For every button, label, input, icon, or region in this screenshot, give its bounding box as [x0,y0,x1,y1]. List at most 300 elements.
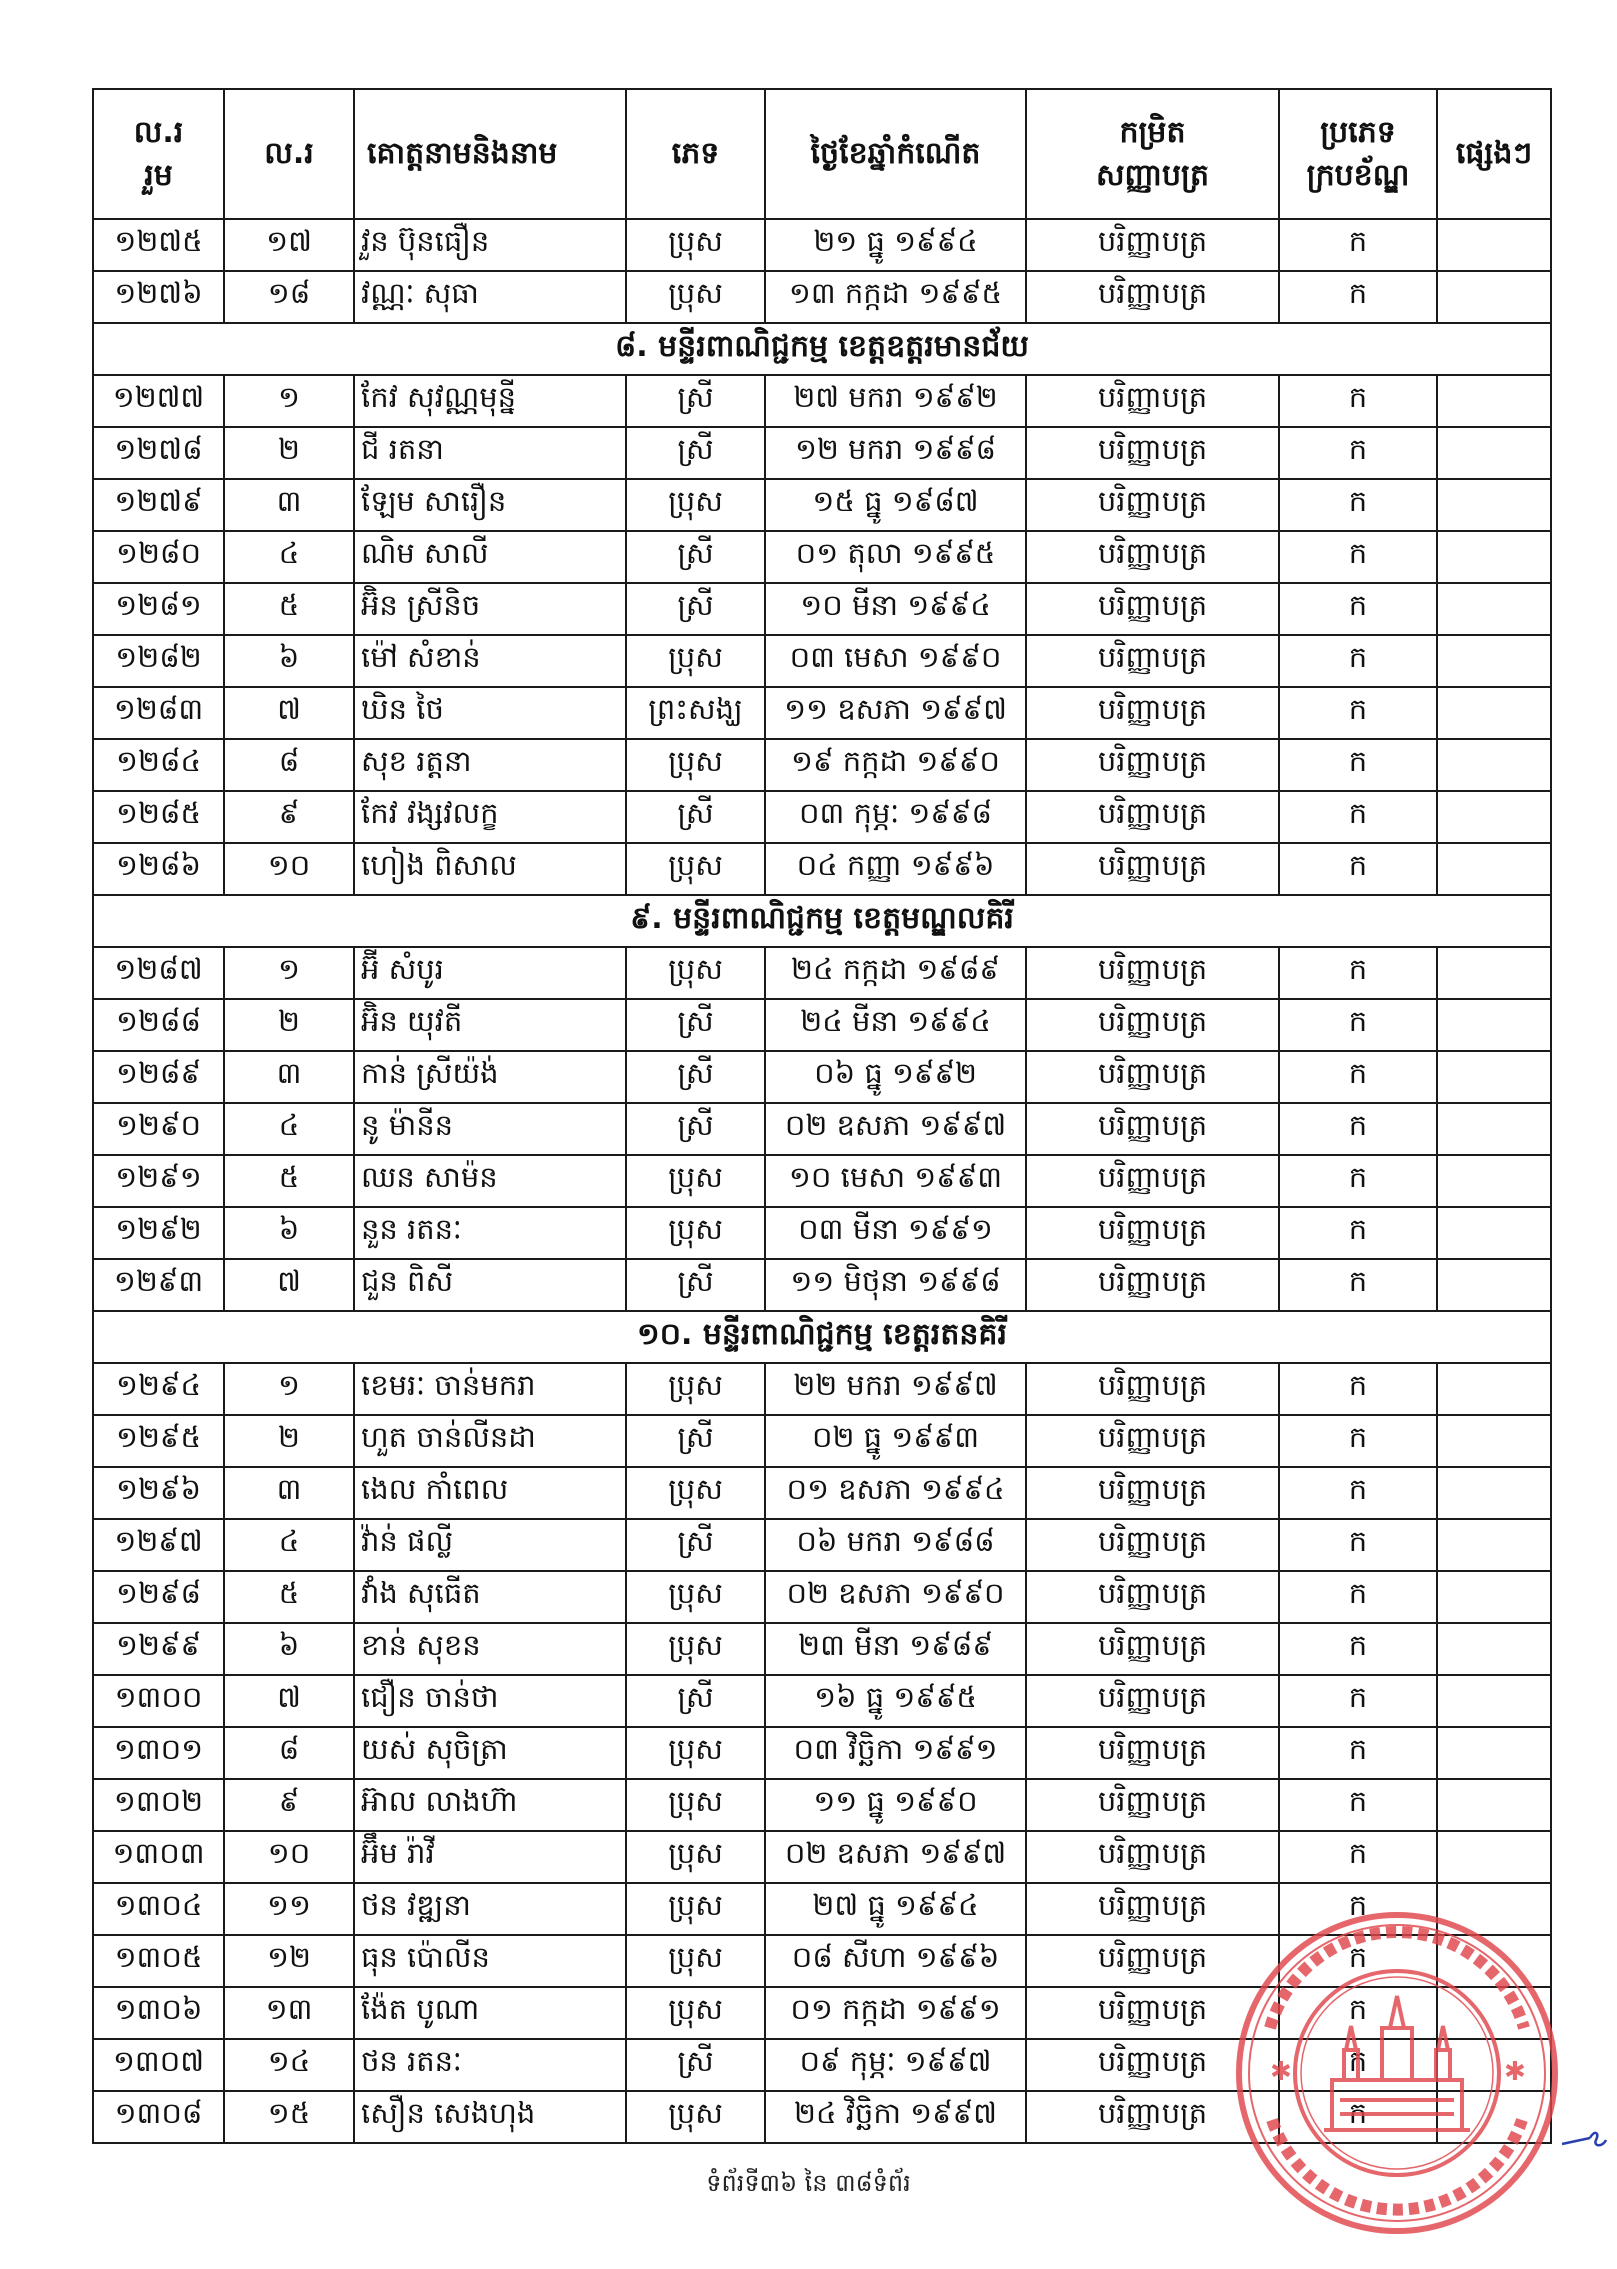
cell-sex: ប្រុស [626,219,765,271]
cell-sex: ប្រុស [626,1987,765,2039]
table-row [93,1155,1551,1207]
cell-sex: ស្រី [626,1051,765,1103]
cell-other [1437,1207,1551,1259]
cell-other [1437,1675,1551,1727]
cell-category: ក [1279,947,1437,999]
cell-name: ម៉ៅ សំខាន់ [354,635,626,687]
cell-name: ថន វឌ្ឍនា [354,1883,626,1935]
cell-row-no: ៣ [224,1467,354,1519]
cell-sex: ប្រុស [626,1623,765,1675]
cell-dob: ០១ កក្កដា ១៩៩១ [765,1987,1026,2039]
cell-row-no: ៤ [224,1103,354,1155]
cell-row-no: ៩ [224,791,354,843]
cell-sex: ប្រុស [626,479,765,531]
cell-sex: ប្រុស [626,635,765,687]
cell-category: ក [1279,1623,1437,1675]
cell-dob: ២៧ មករា ១៩៩២ [765,375,1026,427]
cell-row-no: ៨ [224,739,354,791]
table-body [93,219,1551,2143]
table-row [93,2091,1551,2143]
table-row [93,1675,1551,1727]
cell-row-no: ១០ [224,1831,354,1883]
cell-qualification: បរិញ្ញាបត្រ [1026,947,1279,999]
cell-category: ក [1279,2091,1437,2143]
cell-qualification: បរិញ្ញាបត្រ [1026,739,1279,791]
cell-qualification: បរិញ្ញាបត្រ [1026,1103,1279,1155]
cell-row-no: ៥ [224,1155,354,1207]
cell-name: វួន ប៊ុនធឿន [354,219,626,271]
cell-row-total: ១៣០០ [93,1675,224,1727]
cell-name: ខេមរៈ ចាន់មករា [354,1363,626,1415]
cell-dob: ០២ ឧសភា ១៩៩៧ [765,1103,1026,1155]
cell-row-total: ១២៩៣ [93,1259,224,1311]
cell-row-no: ៥ [224,583,354,635]
cell-dob: ២៤ កក្កដា ១៩៨៩ [765,947,1026,999]
cell-category: ក [1279,1779,1437,1831]
cell-row-total: ១៣០៣ [93,1831,224,1883]
cell-row-total: ១២៩០ [93,1103,224,1155]
cell-row-total: ១២៨២ [93,635,224,687]
table-row [93,1415,1551,1467]
cell-row-total: ១៣០១ [93,1727,224,1779]
cell-category: ក [1279,375,1437,427]
cell-row-total: ១២៩៩ [93,1623,224,1675]
cell-sex: ស្រី [626,1259,765,1311]
cell-name: អ៊ឹម រ៉ាវី [354,1831,626,1883]
table-row [93,687,1551,739]
cell-row-total: ១២៩៨ [93,1571,224,1623]
page-number: ទំព័រទី៣៦ នៃ ៣៨ទំព័រ [706,2169,911,2197]
cell-category: ក [1279,2039,1437,2091]
cell-row-no: ១ [224,947,354,999]
cell-qualification: បរិញ្ញាបត្រ [1026,1675,1279,1727]
cell-name: នួន រតនៈ [354,1207,626,1259]
cell-dob: ០២ ឧសភា ១៩៩០ [765,1571,1026,1623]
table-row [93,479,1551,531]
cell-row-no: ៩ [224,1779,354,1831]
cell-name: ជី រតនា [354,427,626,479]
table-row [93,1103,1551,1155]
cell-name: អ៊ាល លាងហ៊ា [354,1779,626,1831]
cell-row-total: ១២៨៦ [93,843,224,895]
cell-sex: ស្រី [626,375,765,427]
cell-other [1437,1779,1551,1831]
cell-other [1437,1831,1551,1883]
cell-dob: ០២ ធ្នូ ១៩៩៣ [765,1415,1026,1467]
cell-sex: ស្រី [626,1675,765,1727]
cell-row-total: ១២៨៣ [93,687,224,739]
cell-name: ហៀង ពិសាល [354,843,626,895]
cell-qualification: បរិញ្ញាបត្រ [1026,1935,1279,1987]
cell-category: ក [1279,583,1437,635]
cell-category: ក [1279,271,1437,323]
cell-name: កែវ វង្សវលក្ខ [354,791,626,843]
cell-row-total: ១២៩៤ [93,1363,224,1415]
cell-sex: ប្រុស [626,1935,765,1987]
section-heading-row [93,895,1551,947]
cell-other [1437,271,1551,323]
cell-name: អ៊ិន ស្រីនិច [354,583,626,635]
cell-dob: ០៨ សីហា ១៩៩៦ [765,1935,1026,1987]
cell-row-total: ១២៨៤ [93,739,224,791]
table-row [93,219,1551,271]
cell-row-no: ១៣ [224,1987,354,2039]
cell-row-no: ៤ [224,1519,354,1571]
cell-sex: ប្រុស [626,1779,765,1831]
cell-sex: ប្រុស [626,1727,765,1779]
cell-dob: ១៦ ធ្នូ ១៩៩៥ [765,1675,1026,1727]
cell-sex: ប្រុស [626,1883,765,1935]
cell-row-total: ១២៩១ [93,1155,224,1207]
cell-sex: ព្រះសង្ឃ [626,687,765,739]
cell-row-no: ១ [224,375,354,427]
cell-qualification: បរិញ្ញាបត្រ [1026,427,1279,479]
cell-other [1437,2091,1551,2143]
cell-row-total: ១២៩៧ [93,1519,224,1571]
cell-category: ក [1279,1571,1437,1623]
cell-sex: ប្រុស [626,271,765,323]
cell-other [1437,2039,1551,2091]
table-row [93,531,1551,583]
cell-name: ជឿន ចាន់ថា [354,1675,626,1727]
cell-category: ក [1279,1831,1437,1883]
table-row [93,843,1551,895]
cell-sex: ប្រុស [626,2091,765,2143]
cell-category: ក [1279,1519,1437,1571]
header-sex: ភេទ [626,89,765,219]
cell-row-total: ១២៨៧ [93,947,224,999]
cell-category: ក [1279,219,1437,271]
cell-row-total: ១២៧៦ [93,271,224,323]
table-row [93,1207,1551,1259]
table-row [93,947,1551,999]
cell-dob: ០១ តុលា ១៩៩៥ [765,531,1026,583]
cell-row-no: ៧ [224,1259,354,1311]
cell-row-no: ២ [224,427,354,479]
table-row [93,999,1551,1051]
cell-category: ក [1279,1935,1437,1987]
cell-qualification: បរិញ្ញាបត្រ [1026,479,1279,531]
cell-row-no: ៧ [224,687,354,739]
cell-name: ហួត ចាន់លីនដា [354,1415,626,1467]
section-heading-row [93,323,1551,375]
cell-row-total: ១២៧៥ [93,219,224,271]
cell-row-no: ៨ [224,1727,354,1779]
cell-name: ជួន ពិសី [354,1259,626,1311]
cell-row-total: ១២៨៨ [93,999,224,1051]
header-qualification: កម្រិត សញ្ញាបត្រ [1026,89,1279,219]
cell-row-no: ១១ [224,1883,354,1935]
cell-dob: ១១ ឧសភា ១៩៩៧ [765,687,1026,739]
table-row [93,1623,1551,1675]
cell-name: ថន រតនៈ [354,2039,626,2091]
cell-qualification: បរិញ្ញាបត្រ [1026,1623,1279,1675]
cell-other [1437,635,1551,687]
header-dob: ថ្ងៃខែឆ្នាំកំណើត [765,89,1026,219]
cell-dob: ០១ ឧសភា ១៩៩៤ [765,1467,1026,1519]
cell-dob: ១៥ ធ្នូ ១៩៨៧ [765,479,1026,531]
cell-dob: ១៣ កក្កដា ១៩៩៥ [765,271,1026,323]
header-category: ប្រភេទ ក្របខ័ណ្ឌ [1279,89,1437,219]
cell-row-total: ១២៩៦ [93,1467,224,1519]
cell-category: ក [1279,1415,1437,1467]
cell-other [1437,219,1551,271]
cell-category: ក [1279,791,1437,843]
section-title: ៨. មន្ទីរពាណិជ្ជកម្ម ខេត្តឧត្តរមានជ័យ [93,323,1551,375]
cell-sex: ប្រុស [626,1207,765,1259]
cell-dob: ០៦ ធ្នូ ១៩៩២ [765,1051,1026,1103]
cell-other [1437,843,1551,895]
header-row-no: ល.រ [224,89,354,219]
table-row [93,1363,1551,1415]
cell-row-total: ១២៩៥ [93,1415,224,1467]
cell-other [1437,687,1551,739]
cell-category: ក [1279,479,1437,531]
cell-other [1437,791,1551,843]
cell-name: ធុន ប៉ោលីន [354,1935,626,1987]
cell-qualification: បរិញ្ញាបត្រ [1026,1051,1279,1103]
cell-row-no: ៤ [224,531,354,583]
cell-name: អ៊ិន យុវតី [354,999,626,1051]
cell-row-total: ១២៨១ [93,583,224,635]
cell-row-total: ១២៨៥ [93,791,224,843]
cell-sex: ប្រុស [626,1467,765,1519]
cell-other [1437,1883,1551,1935]
cell-qualification: បរិញ្ញាបត្រ [1026,1207,1279,1259]
table-row [93,1519,1551,1571]
cell-category: ក [1279,427,1437,479]
cell-sex: ប្រុស [626,1831,765,1883]
cell-other [1437,999,1551,1051]
svg-text:✱: ✱ [1270,2057,1292,2087]
cell-row-no: ៣ [224,479,354,531]
cell-sex: ស្រី [626,999,765,1051]
table-row [93,635,1551,687]
cell-row-no: ៧ [224,1675,354,1727]
cell-row-total: ១២៧៩ [93,479,224,531]
cell-other [1437,739,1551,791]
cell-category: ក [1279,1675,1437,1727]
cell-other [1437,1415,1551,1467]
cell-name: កាន់ ស្រីយ៉ង់ [354,1051,626,1103]
cell-sex: ស្រី [626,1103,765,1155]
cell-category: ក [1279,1103,1437,1155]
cell-other [1437,1155,1551,1207]
cell-row-no: ១៤ [224,2039,354,2091]
cell-row-no: ១ [224,1363,354,1415]
cell-sex: ប្រុស [626,739,765,791]
cell-qualification: បរិញ្ញាបត្រ [1026,791,1279,843]
cell-row-no: ១២ [224,1935,354,1987]
cell-row-total: ១៣០៥ [93,1935,224,1987]
cell-category: ក [1279,687,1437,739]
cell-category: ក [1279,635,1437,687]
cell-name: ឈន សាម៉ន [354,1155,626,1207]
header-row-total: ល.រ រួម [93,89,224,219]
cell-qualification: បរិញ្ញាបត្រ [1026,1259,1279,1311]
cell-other [1437,1519,1551,1571]
cell-dob: ១២ មករា ១៩៩៨ [765,427,1026,479]
section-title: ១០. មន្ទីរពាណិជ្ជកម្ម ខេត្តរតនគិរី [93,1311,1551,1363]
cell-qualification: បរិញ្ញាបត្រ [1026,583,1279,635]
cell-dob: ០៣ មេសា ១៩៩០ [765,635,1026,687]
cell-sex: ប្រុស [626,1571,765,1623]
cell-qualification: បរិញ្ញាបត្រ [1026,219,1279,271]
cell-sex: ប្រុស [626,843,765,895]
cell-category: ក [1279,1727,1437,1779]
cell-sex: ស្រី [626,531,765,583]
cell-sex: ប្រុស [626,1363,765,1415]
table-row [93,1051,1551,1103]
cell-qualification: បរិញ្ញាបត្រ [1026,1363,1279,1415]
cell-dob: ០២ ឧសភា ១៩៩៧ [765,1831,1026,1883]
table-row [93,1727,1551,1779]
cell-qualification: បរិញ្ញាបត្រ [1026,687,1279,739]
cell-qualification: បរិញ្ញាបត្រ [1026,1727,1279,1779]
cell-qualification: បរិញ្ញាបត្រ [1026,375,1279,427]
cell-category: ក [1279,1987,1437,2039]
cell-category: ក [1279,843,1437,895]
cell-dob: ១០ មេសា ១៩៩៣ [765,1155,1026,1207]
cell-other [1437,1051,1551,1103]
table-row [93,583,1551,635]
cell-other [1437,1571,1551,1623]
cell-other [1437,479,1551,531]
cell-name: សុខ រត្តនា [354,739,626,791]
cell-row-total: ១២៧៨ [93,427,224,479]
cell-dob: ១០ មីនា ១៩៩៤ [765,583,1026,635]
cell-name: យស់ សុចិត្រា [354,1727,626,1779]
cell-row-total: ១២៨៩ [93,1051,224,1103]
table-row [93,1259,1551,1311]
cell-qualification: បរិញ្ញាបត្រ [1026,2039,1279,2091]
cell-category: ក [1279,999,1437,1051]
cell-qualification: បរិញ្ញាបត្រ [1026,635,1279,687]
cell-category: ក [1279,1051,1437,1103]
cell-dob: ១១ ធ្នូ ១៩៩០ [765,1779,1026,1831]
cell-qualification: បរិញ្ញាបត្រ [1026,271,1279,323]
cell-category: ក [1279,1883,1437,1935]
cell-category: ក [1279,739,1437,791]
table-header [93,89,1551,219]
cell-dob: ២៤ មីនា ១៩៩៤ [765,999,1026,1051]
cell-qualification: បរិញ្ញាបត្រ [1026,1415,1279,1467]
cell-sex: ស្រី [626,583,765,635]
cell-dob: ០៤ កញ្ញា ១៩៩៦ [765,843,1026,895]
cell-qualification: បរិញ្ញាបត្រ [1026,1571,1279,1623]
cell-row-no: ៦ [224,1623,354,1675]
table-row [93,2039,1551,2091]
header-other: ផ្សេងៗ [1437,89,1551,219]
cell-row-no: ២ [224,999,354,1051]
table-row [93,1467,1551,1519]
cell-name: សឿន សេងហុង [354,2091,626,2143]
cell-dob: ២២ មករា ១៩៩៧ [765,1363,1026,1415]
signature-initials-icon [1560,2122,1610,2156]
cell-other [1437,375,1551,427]
cell-qualification: បរិញ្ញាបត្រ [1026,531,1279,583]
cell-name: វណ្ណៈ សុធា [354,271,626,323]
cell-other [1437,1727,1551,1779]
cell-sex: ប្រុស [626,947,765,999]
cell-name: ង៉ែត បូណា [354,1987,626,2039]
cell-row-no: ១៨ [224,271,354,323]
cell-dob: ០៣ វិច្ឆិកា ១៩៩១ [765,1727,1026,1779]
section-heading-row [93,1311,1551,1363]
table-row [93,1935,1551,1987]
cell-other [1437,1467,1551,1519]
cell-dob: ១៩ កក្កដា ១៩៩០ [765,739,1026,791]
cell-other [1437,583,1551,635]
cell-name: អ៊ី សំបូរ [354,947,626,999]
cell-qualification: បរិញ្ញាបត្រ [1026,1155,1279,1207]
cell-row-total: ១២៨០ [93,531,224,583]
cell-category: ក [1279,1155,1437,1207]
cell-row-no: ១៥ [224,2091,354,2143]
cell-other [1437,427,1551,479]
table-row [93,375,1551,427]
cell-dob: ០៣ កុម្ភៈ ១៩៩៨ [765,791,1026,843]
cell-qualification: បរិញ្ញាបត្រ [1026,1883,1279,1935]
cell-category: ក [1279,531,1437,583]
cell-other [1437,531,1551,583]
table-row [93,1831,1551,1883]
cell-other [1437,1623,1551,1675]
cell-dob: ០៦ មករា ១៩៨៨ [765,1519,1026,1571]
table-row [93,427,1551,479]
cell-category: ក [1279,1259,1437,1311]
cell-qualification: បរិញ្ញាបត្រ [1026,1831,1279,1883]
personnel-table [92,88,1552,2144]
cell-name: វាំង សុធើត [354,1571,626,1623]
cell-other [1437,1363,1551,1415]
cell-row-total: ១២៩២ [93,1207,224,1259]
cell-other [1437,947,1551,999]
cell-row-no: ៣ [224,1051,354,1103]
cell-qualification: បរិញ្ញាបត្រ [1026,1467,1279,1519]
cell-dob: ២៣ មីនា ១៩៨៩ [765,1623,1026,1675]
cell-other [1437,1935,1551,1987]
cell-row-total: ១៣០៦ [93,1987,224,2039]
table-row [93,791,1551,843]
cell-row-no: ៥ [224,1571,354,1623]
header-row [93,89,1551,219]
cell-name: នូ ម៉ានីន [354,1103,626,1155]
cell-name: ខាន់ សុខន [354,1623,626,1675]
cell-row-no: ១០ [224,843,354,895]
cell-sex: ស្រី [626,1519,765,1571]
cell-qualification: បរិញ្ញាបត្រ [1026,1519,1279,1571]
table-row [93,1883,1551,1935]
cell-qualification: បរិញ្ញាបត្រ [1026,999,1279,1051]
cell-qualification: បរិញ្ញាបត្រ [1026,2091,1279,2143]
table-row [93,1571,1551,1623]
cell-row-no: ១៧ [224,219,354,271]
table-row [93,1779,1551,1831]
cell-row-total: ១៣០៧ [93,2039,224,2091]
cell-row-total: ១៣០៨ [93,2091,224,2143]
cell-qualification: បរិញ្ញាបត្រ [1026,843,1279,895]
cell-qualification: បរិញ្ញាបត្រ [1026,1987,1279,2039]
cell-row-no: ២ [224,1415,354,1467]
cell-name: កែវ សុវណ្ណមុន្នី [354,375,626,427]
cell-name: ឡែម សារឿន [354,479,626,531]
cell-row-total: ១២៧៧ [93,375,224,427]
cell-name: វ៉ាន់ ផល្លី [354,1519,626,1571]
cell-category: ក [1279,1363,1437,1415]
cell-category: ក [1279,1207,1437,1259]
cell-sex: ស្រី [626,427,765,479]
